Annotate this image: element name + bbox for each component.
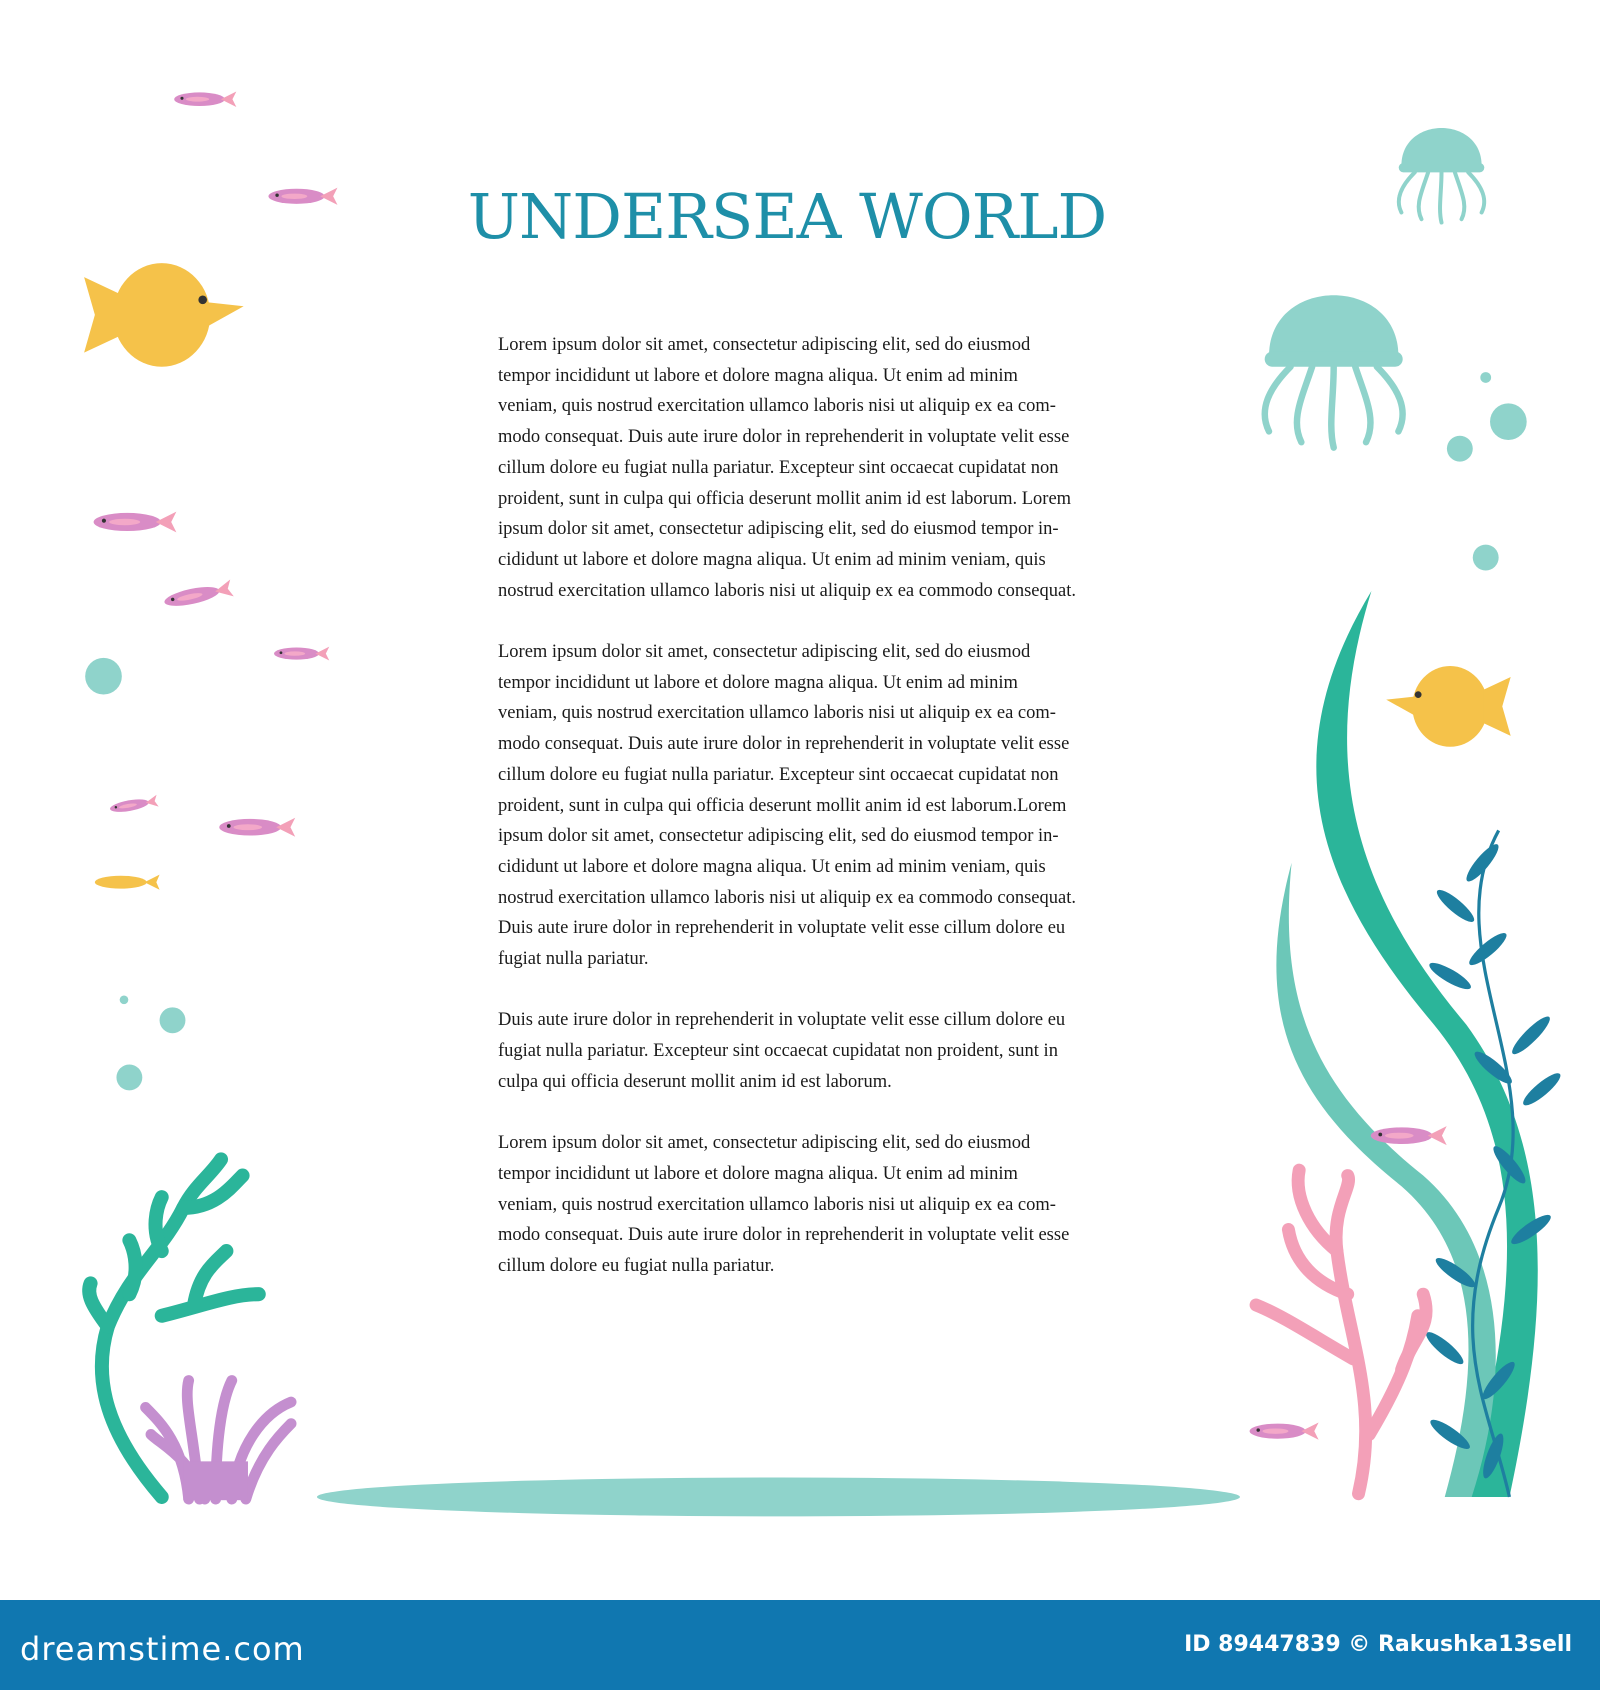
text-line: veniam, quis nostrud exercitation ullamco laboris nisi ut aliquip ex ea com- xyxy=(498,1194,1056,1215)
text-line: tempor incididunt ut labore et dolore magna aliqua. Ut enim ad minim xyxy=(498,1163,1018,1184)
text-line: cididunt ut labore et dolore magna aliqua. Ut enim ad minim veniam, quis xyxy=(498,856,1046,877)
anemone-icon xyxy=(146,1380,292,1500)
pink-coral-icon xyxy=(1256,1170,1426,1494)
text-line: proident, sunt in culpa qui officia deserunt mollit anim id est laborum. Lorem xyxy=(498,488,1072,509)
text-line: culpa qui officia deserunt mollit anim id est laborum. xyxy=(498,1071,892,1092)
image-credit: ID 89447839 © Rakushka13sell xyxy=(1184,1632,1572,1657)
text-line: cillum dolore eu fugiat nulla pariatur. Excepteur sint occaecat cupidatat non xyxy=(498,764,1059,785)
text-line: cillum dolore eu fugiat nulla pariatur. xyxy=(498,1256,775,1277)
jellyfish-icon xyxy=(1265,295,1403,447)
text-line: Lorem ipsum dolor sit amet, consectetur adipiscing elit, sed do eiusmod xyxy=(498,642,1031,663)
text-line: Lorem ipsum dolor sit amet, consectetur adipiscing elit, sed do eiusmod xyxy=(498,335,1031,355)
text-line: proident, sunt in culpa qui officia deserunt mollit anim id est laborum.Lorem xyxy=(498,795,1067,816)
text-line: Lorem ipsum dolor sit amet, consectetur adipiscing elit, sed do eiusmod xyxy=(498,1133,1031,1154)
fish-icon xyxy=(109,795,159,815)
fish-icon xyxy=(163,579,234,610)
page-title: UNDERSEA WORLD xyxy=(467,180,1107,253)
text-line: veniam, quis nostrud exercitation ullamco laboris nisi ut aliquip ex ea com- xyxy=(498,703,1056,724)
paragraph xyxy=(498,330,1138,606)
yellow-fish-icon xyxy=(84,263,244,367)
sea-floor xyxy=(317,1478,1240,1517)
text-line: veniam, quis nostrud exercitation ullamco laboris nisi ut aliquip ex ea com- xyxy=(498,396,1056,417)
text-line: nostrud exercitation ullamco laboris nisi ut aliquip ex ea commodo consequat. xyxy=(498,887,1076,908)
text-line: modo consequat. Duis aute irure dolor in reprehenderit in voluptate velit esse xyxy=(498,427,1070,448)
paragraph xyxy=(498,1128,1138,1282)
fish-icon xyxy=(219,818,295,837)
paragraph xyxy=(498,637,1138,975)
paragraph xyxy=(498,1005,1138,1097)
text-line: Duis aute irure dolor in reprehenderit in voluptate velit esse cillum dolore eu xyxy=(498,1010,1066,1031)
text-line: ipsum dolor sit amet, consectetur adipiscing elit, sed do eiusmod tempor in- xyxy=(498,826,1059,847)
fish-icon xyxy=(174,91,236,107)
text-line: ipsum dolor sit amet, consectetur adipiscing elit, sed do eiusmod tempor in- xyxy=(498,519,1059,540)
body-text xyxy=(498,330,1138,1312)
text-line: fugiat nulla pariatur. xyxy=(498,949,649,970)
fish-icon xyxy=(1250,1423,1319,1440)
text-line: modo consequat. Duis aute irure dolor in reprehenderit in voluptate velit esse xyxy=(498,734,1070,755)
fish-icon xyxy=(94,512,177,533)
text-line: tempor incididunt ut labore et dolore magna aliqua. Ut enim ad minim xyxy=(498,672,1018,693)
dreamstime-logo[interactable]: dreamstime.com xyxy=(20,1630,305,1668)
yellow-fish-icon xyxy=(1386,666,1510,747)
text-line: cididunt ut labore et dolore magna aliqua. Ut enim ad minim veniam, quis xyxy=(498,549,1046,570)
fish-icon xyxy=(274,647,329,661)
text-line: fugiat nulla pariatur. Excepteur sint occaecat cupidatat non proident, sunt in xyxy=(498,1041,1058,1062)
yellow-small-fish-icon xyxy=(95,875,160,890)
text-line: modo consequat. Duis aute irure dolor in reprehenderit in voluptate velit esse xyxy=(498,1225,1070,1246)
text-line: cillum dolore eu fugiat nulla pariatur. Excepteur sint occaecat cupidatat non xyxy=(498,457,1059,478)
text-line: Duis aute irure dolor in reprehenderit in voluptate velit esse cillum dolore eu xyxy=(498,918,1066,939)
text-line: tempor incididunt ut labore et dolore magna aliqua. Ut enim ad minim xyxy=(498,365,1018,386)
footer-bar xyxy=(0,1600,1600,1690)
text-line: nostrud exercitation ullamco laboris nisi ut aliquip ex ea commodo consequat. xyxy=(498,580,1076,601)
